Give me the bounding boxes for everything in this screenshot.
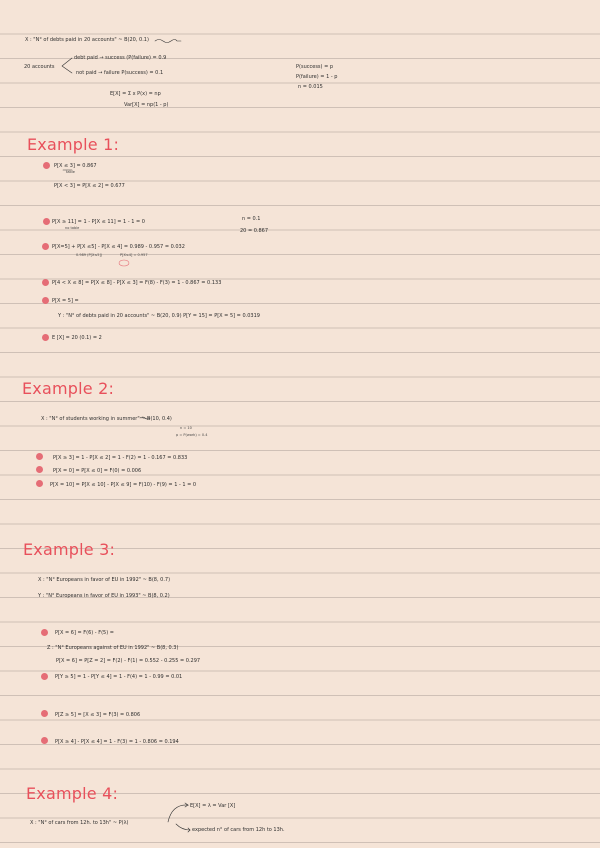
ex1-side-value: 20 = 0.867: [240, 228, 269, 234]
intro-expectation: E[X] = Σ x P(x) = np: [110, 91, 161, 97]
example-4-title: Example 4:: [26, 784, 119, 803]
intro-n-value: n = 0.015: [298, 84, 323, 90]
ex1-item-c-note-2: P[X≤4] = 0.957: [120, 253, 148, 257]
ex1-item-a-note: table: [66, 170, 75, 174]
intro-p-failure: P(failure) = 1 - p: [296, 74, 338, 80]
ex4-x-definition: X : "N° of cars from 12h. to 13h" ~ P(λ): [30, 820, 129, 826]
ex3-x-definition: X : "N° Europeans in favor of EU in 1992" ~ B(8, 0.7): [38, 577, 171, 583]
ex2-p-note: p = P(work) = 0.4: [176, 433, 208, 437]
ex2-squiggle: [140, 417, 150, 419]
ex3-item-a: P[X = 6] = F(6) - F(5) =: [55, 630, 114, 636]
ex3-item-a2: Z : "N° Europeans against of EU in 1992" ~ B(8, 0.3): [47, 645, 179, 651]
ex1-side-n: n = 0.1: [242, 216, 261, 222]
ex1-item-f: E [X] = 20 (0.1) = 2: [52, 335, 102, 341]
ex2-item-b: P[X = 0] = P[X ≤ 0] = F(0) = 0.006: [53, 468, 142, 474]
intro-branch-not-paid: not paid → failure P(success) = 0.1: [76, 70, 164, 76]
intro-accounts-label: 20 accounts: [24, 64, 55, 70]
example-1-title: Example 1:: [27, 135, 120, 154]
intro-x-definition: X : "N° of debts paid in 20 accounts" ~ B(20, 0.1): [25, 37, 149, 43]
example-2-title: Example 2:: [22, 379, 115, 398]
intro-p-success: P(success) = p: [296, 64, 334, 70]
intro-branch-paid: debt paid → success (P(failure) = 0.9: [74, 55, 167, 61]
ex1-item-b-note: no table: [65, 226, 80, 230]
circle-highlight: [119, 260, 129, 266]
intro-variance: Var[X] = np(1 - p): [124, 102, 169, 108]
ex3-item-c: P[Z ≥ 5] = [X ≤ 3] = F(3) = 0.806: [55, 712, 141, 718]
ex1-item-a: P[X ≤ 3] = 0.867: [54, 163, 97, 169]
ex3-item-b: P[Y ≥ 5] = 1 - P[Y ≤ 4] = 1 - F(4) = 1 - 0.99 = 0.01: [55, 674, 183, 680]
ex3-y-definition: Y : "N° Europeans in favor of EU in 1993" ~ B(8, 0.2): [38, 593, 170, 599]
ex1-item-b: P[X ≥ 11] = 1 - P[X ≤ 11] = 1 - 1 = 0: [52, 219, 145, 225]
ex2-n-note: n = 10: [180, 426, 192, 430]
ex1-item-e2: Y : "N° of debts paid in 20 accounts" ~ B(20, 0.9) P[Y = 15] = P[X = 5] = 0.0319: [58, 313, 260, 319]
ex2-item-c: P[X = 10] = P[X ≤ 10] - P[X ≤ 9] = F(10) - F(9) = 1 - 1 = 0: [50, 482, 197, 488]
ex1-item-d: P[4 < X ≤ 8] = P[X ≤ 8] - P[X ≤ 3] = F(8) - F(3) = 1 - 0.867 = 0.133: [52, 280, 222, 286]
ex3-item-a3: P[X = 6] = P[Z = 2] = F(2) - F(1) = 0.552 - 0.255 = 0.297: [56, 658, 201, 664]
example-3-title: Example 3:: [23, 540, 116, 559]
ex1-item-c: P[X=5] + P[X ≤5] - P[X ≤ 4] = 0.989 - 0.957 = 0.032: [52, 244, 185, 250]
ex3-item-d: P[X ≥ 4] - P[X ≤ 4] = 1 - F(3) = 1 - 0.806 = 0.194: [55, 739, 179, 745]
ex4-arrow-up: [168, 803, 188, 822]
ex1-item-e: P[X = 5] =: [52, 298, 79, 304]
ex2-x-definition: X : "N° of students working in summer" ~ B(10, 0.4): [41, 416, 172, 422]
ex4-arrow-expectation: E[X] = λ = Var [X]: [190, 803, 236, 809]
ex1-item-c-note-1: 0.989 (P[X≤5]): [76, 253, 103, 257]
ex4-arrow-down: [176, 824, 190, 832]
squiggle-arrow: [155, 40, 181, 43]
ex2-item-a: P[X ≥ 3] = 1 - P[X ≤ 2] = 1 - F(2) = 1 - 0.167 = 0.833: [53, 455, 188, 461]
branch-bracket: [62, 58, 72, 73]
ex1-item-a2: P[X < 3] = P[X ≤ 2] = 0.677: [54, 183, 125, 189]
ex4-arrow-expected-cars: expected n° of cars from 12h to 13h.: [192, 827, 285, 833]
